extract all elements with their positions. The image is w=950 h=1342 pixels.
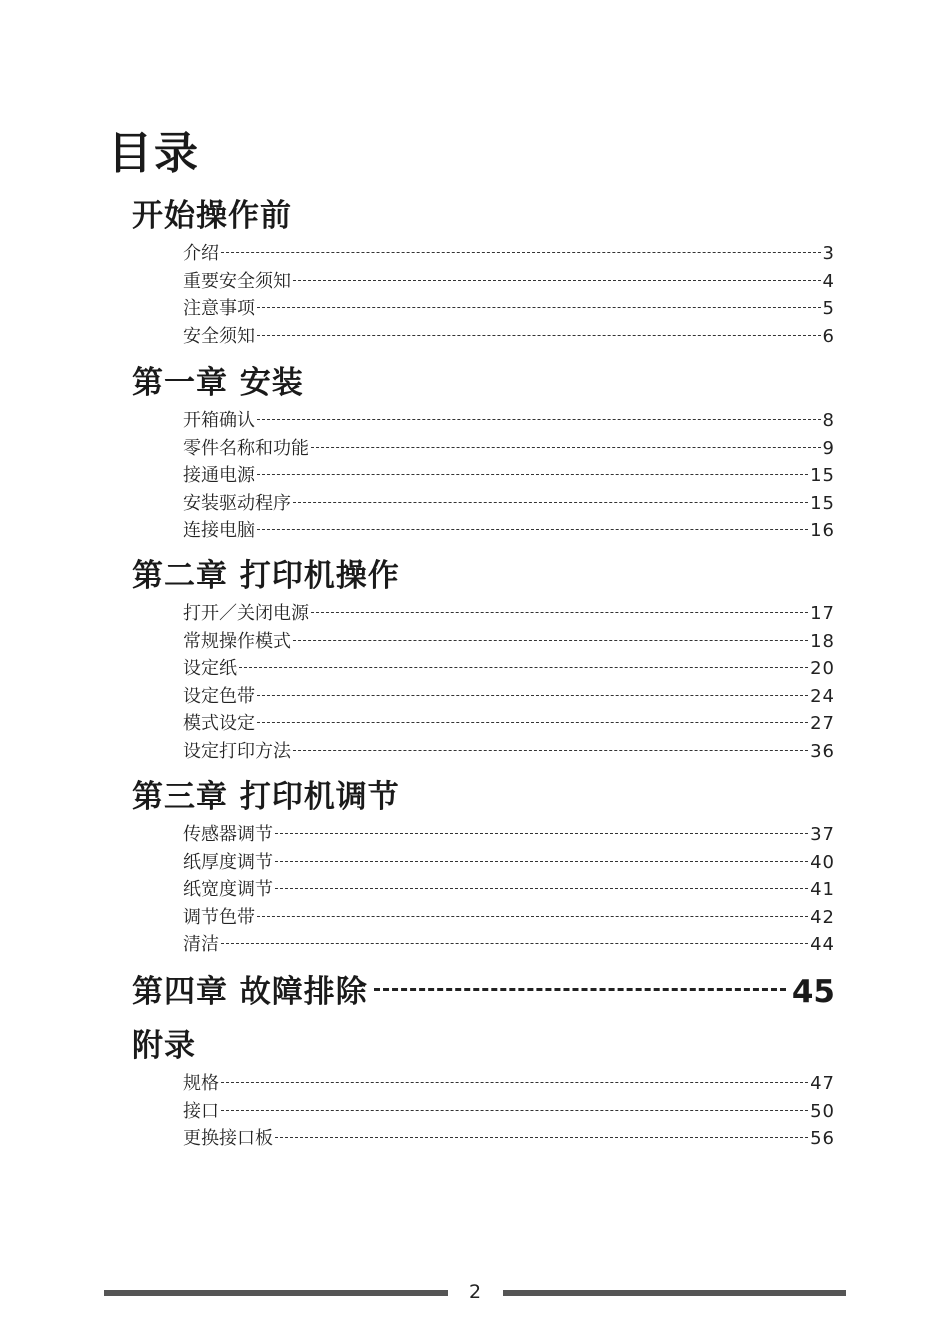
page-title: 目录 — [108, 128, 200, 179]
toc-entry[interactable] — [183, 738, 835, 766]
dot-leader — [257, 915, 808, 917]
dot-leader — [221, 1081, 808, 1083]
toc-entry[interactable] — [183, 295, 835, 323]
chapter-label: 第四章 故障排除 — [132, 974, 368, 1010]
toc-entry-label: 连接电脑 — [183, 520, 255, 542]
toc-entry[interactable] — [183, 710, 835, 738]
toc-entry-page: 42 — [810, 906, 835, 928]
toc-entry-label: 零件名称和功能 — [183, 437, 309, 459]
toc-entry-label: 规格 — [183, 1073, 219, 1094]
toc-entry-label: 接通电源 — [183, 465, 255, 487]
dot-leader — [374, 987, 786, 991]
dot-leader — [221, 1109, 808, 1111]
toc-entry-page: 6 — [822, 325, 835, 347]
toc-entry-page: 5 — [822, 298, 835, 320]
toc-entries — [183, 1070, 835, 1153]
toc-entry-label: 常规操作模式 — [183, 630, 291, 652]
toc-entry[interactable] — [183, 849, 835, 877]
toc-entry-page: 16 — [810, 520, 835, 542]
toc-entry-page: 24 — [810, 685, 835, 707]
dot-leader — [293, 749, 808, 751]
toc-entry[interactable] — [183, 904, 835, 932]
dot-leader — [257, 528, 808, 530]
toc-entry-page: 17 — [810, 603, 835, 624]
section-title: 第二章 打印机操作 — [132, 558, 400, 594]
toc-entry-page: 20 — [810, 658, 835, 680]
toc-entry-page: 27 — [810, 713, 835, 735]
toc-entry[interactable] — [183, 876, 835, 904]
toc-entry[interactable] — [183, 240, 835, 268]
toc-entries — [183, 821, 835, 959]
chapter-page: 45 — [791, 974, 835, 1010]
toc-entry-label: 模式设定 — [183, 713, 255, 735]
toc-entry[interactable] — [183, 462, 835, 490]
toc-entry-label: 纸厚度调节 — [183, 851, 273, 873]
toc-entry[interactable] — [183, 323, 835, 351]
toc-entry[interactable] — [183, 490, 835, 518]
toc-entry-page: 8 — [822, 410, 835, 431]
toc-entry[interactable] — [183, 517, 835, 545]
dot-leader — [275, 887, 808, 889]
toc-entry-page: 36 — [810, 740, 835, 762]
dot-leader — [257, 306, 821, 308]
toc-entries — [183, 600, 835, 766]
dot-leader — [311, 446, 821, 448]
section-title: 开始操作前 — [132, 198, 292, 234]
footer-rule-left — [104, 1290, 448, 1296]
toc-entry-label: 接口 — [183, 1100, 219, 1122]
toc-entry[interactable] — [183, 600, 835, 628]
toc-entry[interactable] — [183, 1125, 835, 1153]
toc-entry-page: 18 — [810, 630, 835, 652]
toc-entries — [183, 407, 835, 545]
toc-entry-label: 安装驱动程序 — [183, 492, 291, 514]
toc-entry-label: 纸宽度调节 — [183, 879, 273, 901]
toc-entry-page: 44 — [810, 934, 835, 956]
dot-leader — [257, 473, 808, 475]
toc-entry-page: 9 — [822, 437, 835, 459]
toc-entry-page: 50 — [810, 1100, 835, 1122]
toc-entry-page: 4 — [822, 270, 835, 292]
toc-entry[interactable] — [183, 683, 835, 711]
dot-leader — [293, 639, 808, 641]
toc-chapter-entry[interactable] — [132, 970, 835, 1014]
section-title: 第三章 打印机调节 — [132, 779, 400, 815]
page-number: 2 — [468, 1281, 482, 1303]
section-title: 第一章 安装 — [132, 365, 304, 401]
toc-entry-page: 40 — [810, 851, 835, 873]
toc-entry-label: 重要安全须知 — [183, 270, 291, 292]
dot-leader — [221, 251, 821, 253]
toc-entry-label: 安全须知 — [183, 325, 255, 347]
toc-entry-label: 设定打印方法 — [183, 740, 291, 762]
toc-entry[interactable] — [183, 1098, 835, 1126]
dot-leader — [293, 279, 821, 281]
toc-entry-label: 传感器调节 — [183, 824, 273, 845]
dot-leader — [257, 334, 821, 336]
dot-leader — [257, 721, 808, 723]
toc-entry[interactable] — [183, 655, 835, 683]
toc-entry-page: 37 — [810, 824, 835, 845]
toc-entry-page: 47 — [810, 1073, 835, 1094]
dot-leader — [257, 418, 821, 420]
toc-entry-label: 调节色带 — [183, 906, 255, 928]
toc-entry-page: 3 — [822, 243, 835, 264]
dot-leader — [275, 1136, 808, 1138]
dot-leader — [311, 611, 808, 613]
toc-entry-label: 开箱确认 — [183, 410, 255, 431]
dot-leader — [293, 501, 808, 503]
footer-rule-right — [503, 1290, 846, 1296]
toc-entry-label: 介绍 — [183, 243, 219, 264]
toc-entry-page: 15 — [810, 465, 835, 487]
toc-entry[interactable] — [183, 435, 835, 463]
toc-entry[interactable] — [183, 628, 835, 656]
toc-entry[interactable] — [183, 1070, 835, 1098]
toc-entry[interactable] — [183, 268, 835, 296]
dot-leader — [257, 694, 808, 696]
toc-entry-label: 注意事项 — [183, 298, 255, 320]
dot-leader — [221, 942, 808, 944]
dot-leader — [275, 860, 808, 862]
toc-entry[interactable] — [183, 821, 835, 849]
toc-entry-page: 15 — [810, 492, 835, 514]
section-title: 附录 — [132, 1028, 196, 1064]
dot-leader — [275, 832, 808, 834]
toc-entry[interactable] — [183, 931, 835, 959]
toc-entry-page: 56 — [810, 1128, 835, 1150]
toc-entry-label: 设定纸 — [183, 658, 237, 680]
toc-entries — [183, 240, 835, 350]
toc-entry-label: 打开／关闭电源 — [183, 603, 309, 624]
toc-entry-page: 41 — [810, 879, 835, 901]
toc-entry-label: 更换接口板 — [183, 1128, 273, 1150]
toc-entry[interactable] — [183, 407, 835, 435]
dot-leader — [239, 666, 808, 668]
toc-entry-label: 清洁 — [183, 934, 219, 956]
toc-entry-label: 设定色带 — [183, 685, 255, 707]
